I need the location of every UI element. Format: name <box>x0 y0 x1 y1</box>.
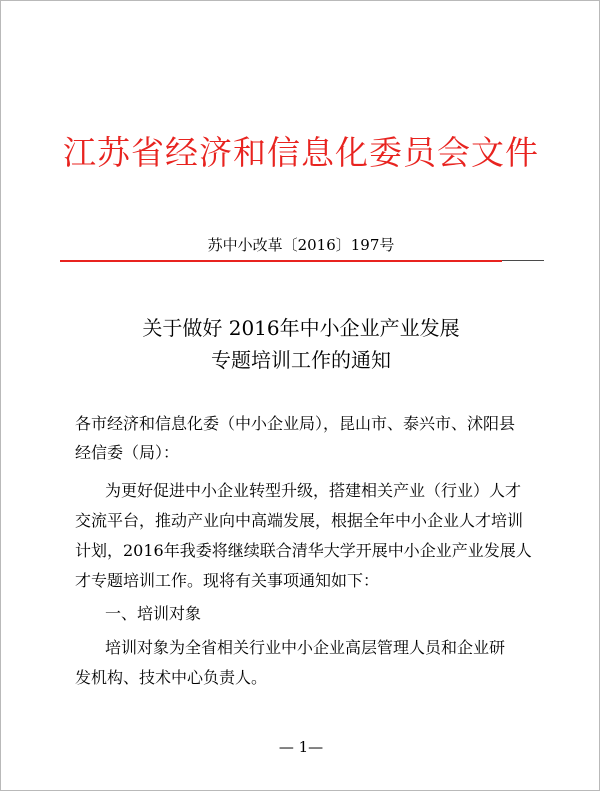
document-header-title: 江苏省经济和信息化委员会文件 <box>63 133 539 172</box>
recipients-line-2: 经信委（局）： <box>75 443 180 462</box>
header-divider-red <box>60 260 502 262</box>
section-paragraph-line-2: 发机构、技术中心负责人。 <box>75 668 268 687</box>
notice-title-line-1: 关于做好 2016年中小企业产业发展 <box>142 316 460 340</box>
paragraph-line-2: 交流平台，推动产业向中高端发展，根据全年中小企业人才培训 <box>75 511 524 530</box>
paragraph-line-3: 计划，2016年我委将继续联合清华大学开展中小企业产业发展人 <box>75 541 532 560</box>
recipients-line-1: 各市经济和信息化委（中小企业局），昆山市、泰兴市、沭阳县 <box>75 414 516 433</box>
notice-title-line-2: 专题培训工作的通知 <box>211 348 391 372</box>
section-paragraph-line-1: 培训对象为全省相关行业中小企业高层管理人员和企业研 <box>105 638 506 657</box>
header-divider-dark <box>502 260 544 261</box>
page-number: — 1— <box>278 738 324 756</box>
paragraph-line-4: 才专题培训工作。现将有关事项通知如下： <box>75 571 380 590</box>
section-heading: 一、培训对象 <box>105 604 202 623</box>
paragraph-line-1: 为更好促进中小企业转型升级，搭建相关产业（行业）人才 <box>105 481 522 500</box>
document-number: 苏中小改革〔2016〕197号 <box>207 236 395 254</box>
